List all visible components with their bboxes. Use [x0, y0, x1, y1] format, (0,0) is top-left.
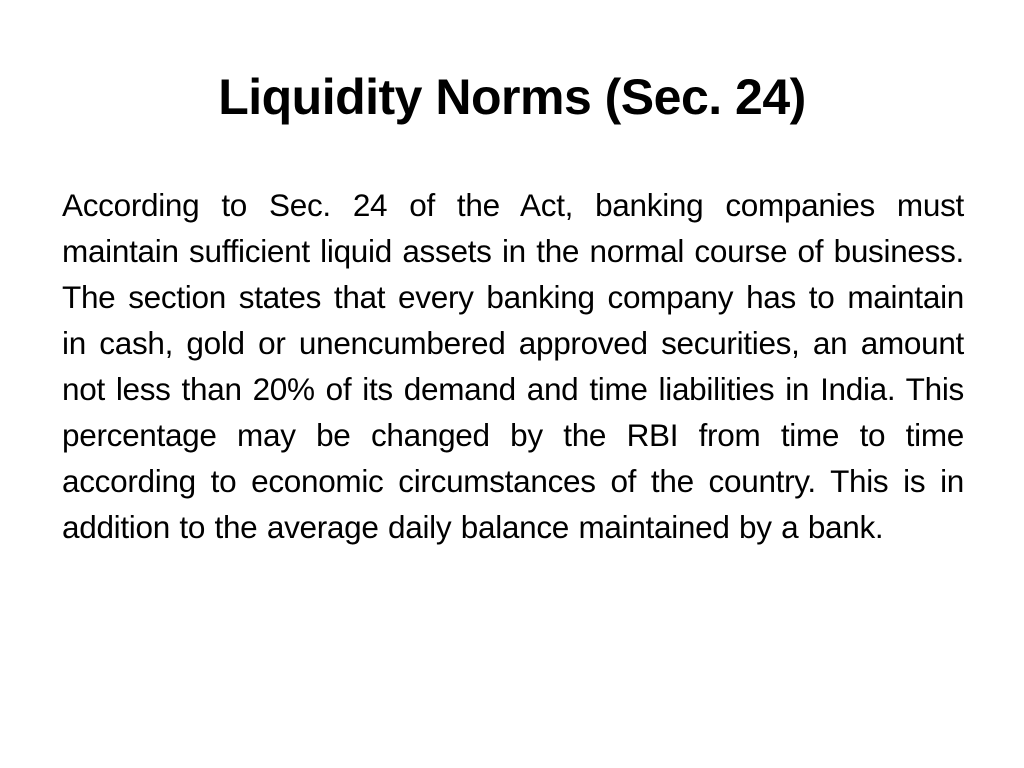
slide-title: Liquidity Norms (Sec. 24) — [218, 69, 806, 125]
slide-body-text: According to Sec. 24 of the Act, banking companies must maintain sufficient liquid assets in the normal course of business. The section states that every banking company has to maintain in cash, gold or unencumbered approved securities, an amount not less than 20% of its demand and time liabilities in India. This percentage may be changed by the RBI from time to time according to economic circumstances of the country. This is in addition to the average daily balance maintained by a bank. — [62, 187, 964, 545]
